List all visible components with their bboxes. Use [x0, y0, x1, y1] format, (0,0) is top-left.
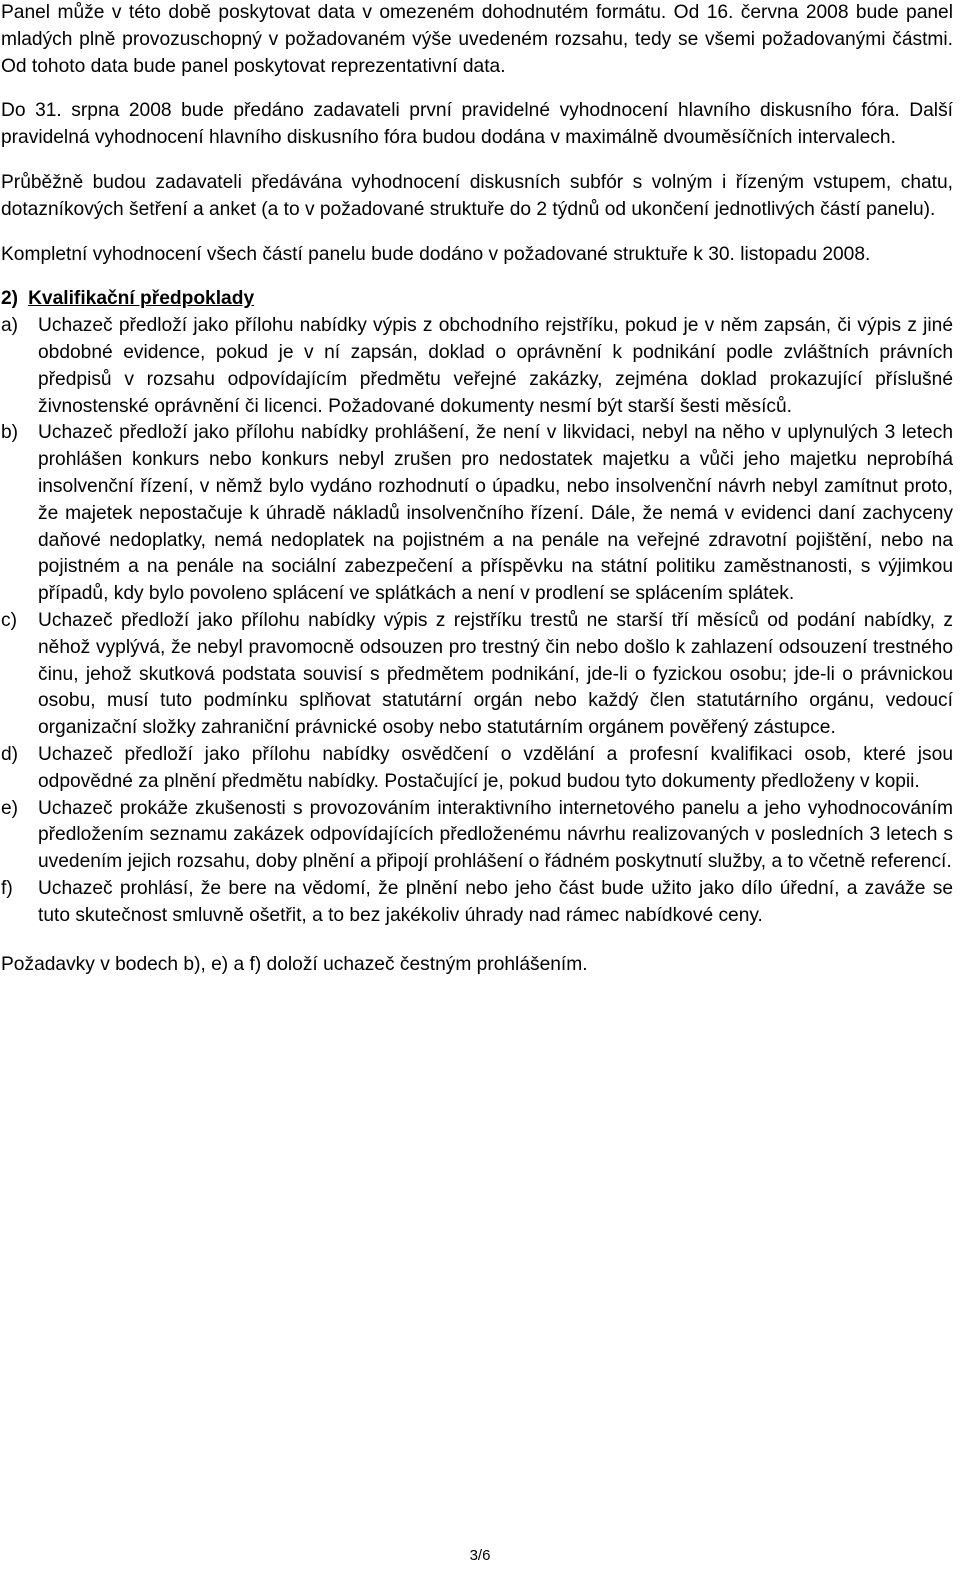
list-marker: e)	[1, 797, 19, 819]
list-item-text: Uchazeč předloží jako přílohu nabídky osvědčení o vzdělání a profesní kvalifikaci osob, které jsou odpovědné za plnění předmětu nabídky. Postačující je, pokud budou tyto dokumenty předloženy v kopii.	[38, 743, 953, 792]
paragraph-final-evaluation: Kompletní vyhodnocení všech částí panelu bude dodáno v požadované struktuře k 30. listopadu 2008.	[1, 243, 871, 265]
list-marker: f)	[1, 877, 13, 899]
list-marker: a)	[1, 315, 19, 337]
section-number: 2)	[1, 288, 19, 310]
list-item-text: Uchazeč předloží jako přílohu nabídky výpis z rejstříku trestů ne starší tří měsíců od podání nabídky, z něhož vyplývá, že nebyl pravomocně odsouzen pro trestný čin nebo došlo k zahlazení odsouzení trestného činu, jehož skutková podstata souvisí s předmětem podnikání, jde-li o fyzickou osobu; jde-li o právnickou osobu, musí tuto podmínku splňovat statutární orgán nebo každý člen statutárního orgánu, vedoucí organizační složky zahraniční právnické osoby nebo statutárním orgánem pověřený zástupce.	[38, 609, 953, 739]
list-item-text: Uchazeč prohlásí, že bere na vědomí, že plnění nebo jeho část bude užito jako dílo úřední, a zaváže se tuto skutečnost smluvně ošetřit, a to bez jakékoliv úhrady nad rámec nabídkové ceny.	[38, 877, 953, 926]
closing-paragraph: Požadavky v bodech b), e) a f) doloží uchazeč čestným prohlášením.	[1, 953, 588, 975]
page-number: 3/6	[469, 1547, 491, 1564]
paragraph-evaluation-dates: Do 31. srpna 2008 bude předáno zadavateli první pravidelné vyhodnocení hlavního diskusního fóra. Další pravidelná vyhodnocení hlavního diskusního fóra budou dodána v maximálně dvouměsíčních intervalech.	[1, 100, 953, 149]
paragraph-panel-data: Panel může v této době poskytovat data v omezeném dohodnutém formátu. Od 16. června 2008 bude panel mladých plně provozuschopný v požadovaném výše uvedeném rozsahu, tedy se všemi požadovanými částmi. Od tohoto data bude panel poskytovat reprezentativní data.	[1, 2, 953, 77]
section-title: Kvalifikační předpoklady	[28, 288, 255, 310]
list-item-d	[1, 742, 953, 796]
list-item-e	[1, 796, 953, 876]
list-marker: c)	[1, 609, 17, 631]
list-item-f	[1, 876, 953, 930]
list-item-a	[1, 313, 953, 420]
section-heading	[1, 286, 953, 313]
list-item-text: Uchazeč předloží jako přílohu nabídky výpis z obchodního rejstříku, pokud je v něm zapsán, či výpis z jiné obdobné evidence, pokud je v ní zapsán, doklad o oprávnění k podnikání podle zvláštních právních předpisů v rozsahu odpovídajícím předmětu veřejné zakázky, zejména doklad prokazující příslušné živnostenské oprávnění či licenci. Požadované dokumenty nesmí být starší šesti měsíců.	[38, 315, 953, 417]
paragraph-ongoing-evaluations: Průběžně budou zadavateli předávána vyhodnocení diskusních subfór s volným i řízeným vstupem, chatu, dotazníkových šetření a anket (a to v požadované struktuře do 2 týdnů od ukončení jednotlivých částí panelu).	[1, 171, 953, 220]
list-marker: b)	[1, 422, 19, 444]
list-item-b	[1, 420, 953, 608]
list-item-c	[1, 608, 953, 742]
list-marker: d)	[1, 743, 19, 765]
list-item-text: Uchazeč předloží jako přílohu nabídky prohlášení, že není v likvidaci, nebyl na něho v uplynulých 3 letech prohlášen konkurs nebo konkurs nebyl zrušen pro nedostatek majetku a vůči jeho majetku neprobíhá insolvenční řízení, v němž bylo vydáno rozhodnutí o úpadku, nebo insolvenční návrh nebyl zamítnut proto, že majetek nepostačuje k úhradě nákladů insolvenčního řízení. Dále, že nemá v evidenci daní zachyceny daňové nedoplatky, nemá nedoplatek na pojistném a na penále na veřejné zdravotní pojištění, nebo na pojistném a na penále na sociální zabezpečení a příspěvku na státní politiku zaměstnanosti, s výjimkou případů, kdy bylo povoleno splácení ve splátkách a není v prodlení se splácením splátek.	[38, 422, 953, 605]
list-item-text: Uchazeč prokáže zkušenosti s provozováním interaktivního internetového panelu a jeho vyhodnocováním předložením seznamu zakázek odpovídajících předloženému návrhu realizovaných v posledních 3 letech s uvedením jejich rozsahu, doby plnění a připojí prohlášení o řádném poskytnutí služby, a to včetně referencí.	[38, 797, 953, 873]
